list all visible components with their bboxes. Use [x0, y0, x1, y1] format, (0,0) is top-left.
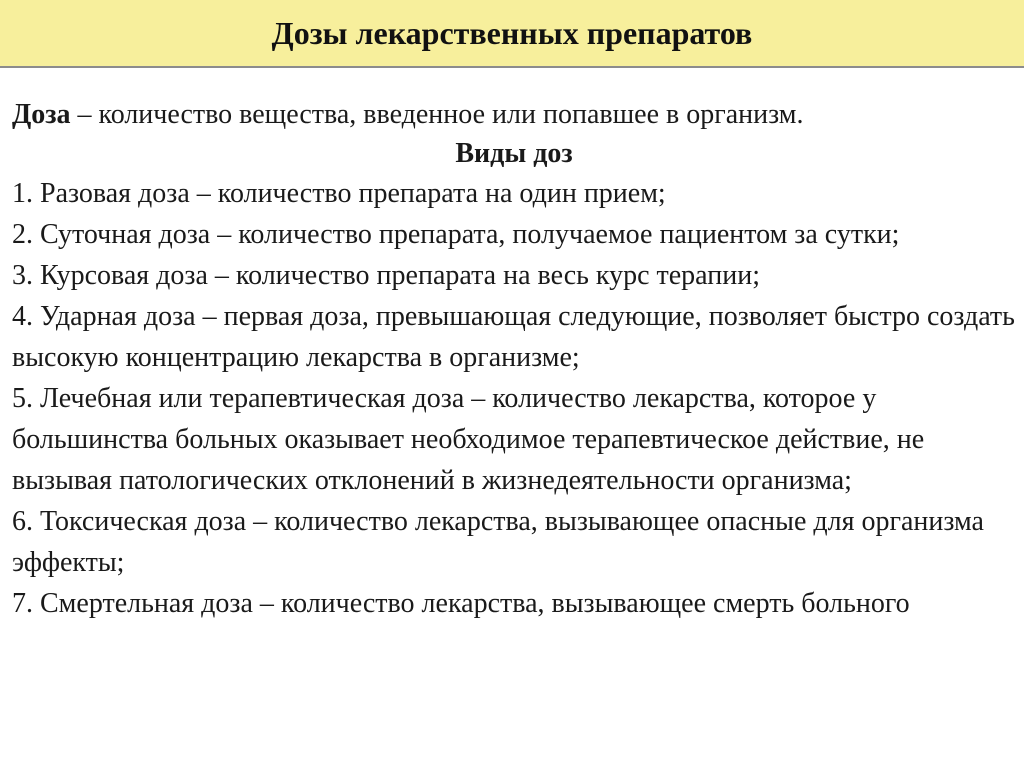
definition [12, 94, 1016, 135]
slide-body [12, 94, 1016, 624]
list-item-loading-dose: 4. Ударная доза – первая доза, превышающая следующие, позволяет быстро создать высокую концентрацию лекарства в организме; [12, 301, 1015, 373]
list-item-single-dose: 1. Разовая доза – количество препарата на один прием; [12, 178, 666, 209]
slide-title: Дозы лекарственных препаратов [271, 14, 753, 51]
list-item-toxic-dose: 6. Токсическая доза – количество лекарства, вызывающее опасные для организма эффекты; [12, 506, 984, 578]
definition-text: – количество вещества, введенное или попавшее в организм. [70, 99, 804, 130]
list-item-course-dose: 3. Курсовая доза – количество препарата на весь курс терапии; [12, 260, 760, 291]
list-item-lethal-dose: 7. Смертельная доза – количество лекарства, вызывающее смерть больного [12, 588, 910, 619]
dose-types-heading: Виды доз [455, 138, 573, 169]
title-bar [0, 0, 1024, 68]
list-item-therapeutic-dose: 5. Лечебная или терапевтическая доза – количество лекарства, которое у большинства больных оказывает необходимое терапевтическое действие, не вызывая патологических отклонений в жизнедеятельности организма; [12, 383, 925, 496]
list-item-daily-dose: 2. Суточная доза – количество препарата, получаемое пациентом за сутки; [12, 219, 900, 250]
definition-term: Доза [12, 99, 71, 130]
